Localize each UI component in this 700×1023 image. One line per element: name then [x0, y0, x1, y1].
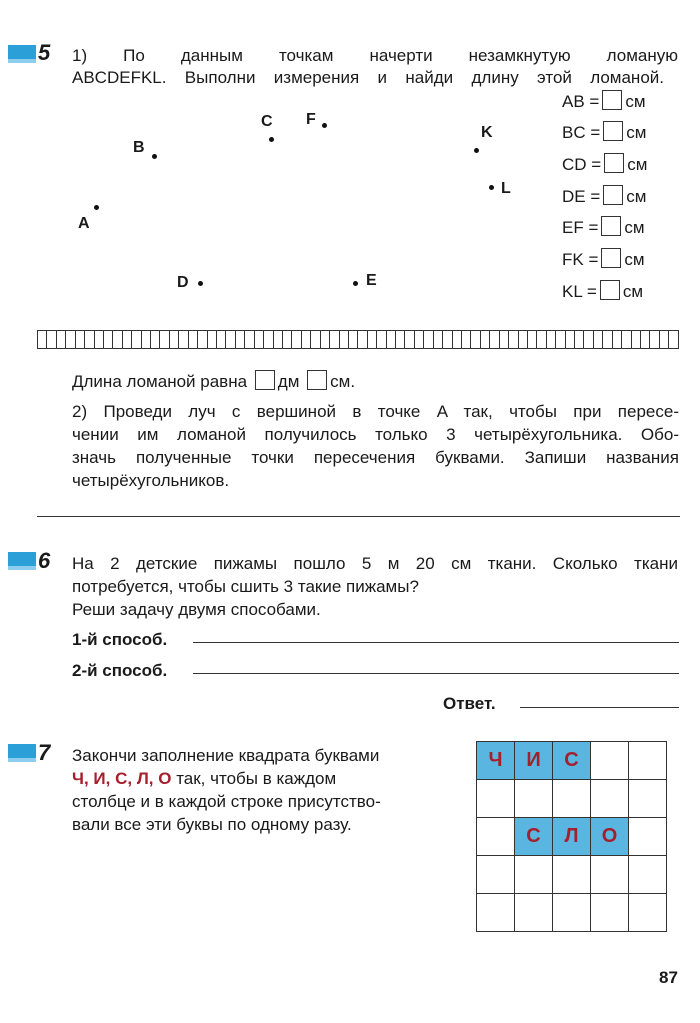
grid-cell[interactable]: [477, 856, 515, 894]
task-5-part2-line-4: четырёхугольников.: [72, 471, 230, 490]
point-label-e: E: [366, 272, 377, 289]
method-2-answer-line[interactable]: [193, 673, 679, 674]
grid-cell[interactable]: [629, 856, 667, 894]
length-cm-box[interactable]: [307, 370, 327, 390]
answer-label: Ответ.: [443, 694, 496, 713]
measure-ef: EF = см: [562, 218, 645, 237]
task-6-number: 6: [38, 548, 51, 573]
grid-cell[interactable]: [477, 894, 515, 932]
length-dm-box[interactable]: [255, 370, 275, 390]
grid-cell[interactable]: [553, 856, 591, 894]
grid-cell: О: [591, 818, 629, 856]
measure-fk: FK = см: [562, 250, 645, 269]
point-e: [353, 281, 358, 286]
answer-box-ef[interactable]: [601, 216, 621, 236]
measure-cd: CD = см: [562, 155, 648, 174]
grid-cell[interactable]: [553, 894, 591, 932]
task-6-marker: [8, 552, 36, 566]
letter-o: О: [158, 769, 172, 788]
answer-box-ab[interactable]: [602, 90, 622, 110]
answer-box-fk[interactable]: [601, 248, 621, 268]
measure-de: DE = см: [562, 187, 647, 206]
task-6-line-3: Реши задачу двумя способами.: [72, 600, 321, 619]
point-label-k: K: [481, 124, 493, 141]
grid-cell[interactable]: [477, 780, 515, 818]
point-b: [152, 154, 157, 159]
letter-ch: Ч,: [72, 769, 89, 788]
letter-s: С,: [115, 769, 133, 788]
answer-box-bc[interactable]: [603, 121, 623, 141]
task-7-number: 7: [38, 740, 51, 765]
point-a: [94, 205, 99, 210]
grid-cell: И: [515, 742, 553, 780]
point-c: [269, 137, 274, 142]
task-5-part2-line-3: значь полученные точки пересечения буквами. Запиши названия: [72, 448, 679, 467]
task-7-line-4: вали все эти буквы по одному разу.: [72, 815, 352, 834]
grid-cell[interactable]: [591, 856, 629, 894]
answer-box-kl[interactable]: [600, 280, 620, 300]
answer-box-de[interactable]: [603, 185, 623, 205]
task-7-marker: [8, 744, 36, 758]
grid-cell[interactable]: [553, 780, 591, 818]
method-1-label: 1-й способ.: [72, 630, 168, 649]
task-6-line-2: потребуется, чтобы сшить 3 такие пижамы?: [72, 577, 419, 596]
letter-l: Л,: [136, 769, 154, 788]
measure-ab: AB = см: [562, 92, 646, 111]
grid-cell[interactable]: [629, 818, 667, 856]
grid-cell[interactable]: [515, 780, 553, 818]
writing-cells-strip[interactable]: [37, 330, 679, 349]
point-label-a: A: [78, 215, 90, 232]
grid-cell: С: [553, 742, 591, 780]
page-number: 87: [659, 968, 678, 987]
grid-cell[interactable]: [591, 742, 629, 780]
task-5-part2-line-1: 2) Проведи луч с вершиной в точке A так, чтобы при пересе-: [72, 402, 679, 421]
grid-cell: С: [515, 818, 553, 856]
point-l: [489, 185, 494, 190]
task-5-line-2: ABCDEFKL. Выполни измерения и найди длину этой ломаной.: [72, 68, 664, 87]
point-label-f: F: [306, 111, 316, 128]
letter-square-grid: [476, 741, 667, 932]
task-5-number: 5: [38, 40, 51, 65]
grid-cell[interactable]: [629, 742, 667, 780]
grid-cell[interactable]: [591, 894, 629, 932]
point-f: [322, 123, 327, 128]
task-7-line-1: Закончи заполнение квадрата буквами: [72, 746, 380, 765]
task-7-line-3: столбце и в каждой строке присутство-: [72, 792, 381, 811]
task-5-part2-line-2: чении им ломаной получилось только 3 четырёхугольника. Обо-: [72, 425, 679, 444]
point-label-l: L: [501, 180, 511, 197]
grid-cell[interactable]: [477, 818, 515, 856]
grid-cell: Л: [553, 818, 591, 856]
method-1-answer-line[interactable]: [193, 642, 679, 643]
point-label-d: D: [177, 274, 189, 291]
grid-cell: Ч: [477, 742, 515, 780]
polyline-length: Длина ломаной равна дм см.: [72, 372, 356, 391]
grid-cell[interactable]: [515, 894, 553, 932]
task-5-line-1: 1) По данным точкам начерти незамкнутую ломаную: [72, 46, 678, 65]
grid-cell[interactable]: [515, 856, 553, 894]
grid-cell[interactable]: [591, 780, 629, 818]
measure-kl: KL = см: [562, 282, 644, 301]
letter-i: И,: [93, 769, 111, 788]
task-7-line-2: Ч, И, С, Л, О так, чтобы в каждом: [72, 769, 337, 788]
point-label-b: B: [133, 139, 145, 156]
point-label-c: C: [261, 113, 273, 130]
point-k: [474, 148, 479, 153]
answer-box-cd[interactable]: [604, 153, 624, 173]
task-6-line-1: На 2 детские пижамы пошло 5 м 20 см ткани. Сколько ткани: [72, 554, 678, 573]
point-d: [198, 281, 203, 286]
answer-line[interactable]: [520, 707, 679, 708]
task-5-answer-line[interactable]: [37, 516, 680, 517]
measure-bc: BC = см: [562, 123, 647, 142]
method-2-label: 2-й способ.: [72, 661, 168, 680]
grid-cell[interactable]: [629, 894, 667, 932]
task-5-marker: [8, 45, 36, 59]
grid-cell[interactable]: [629, 780, 667, 818]
